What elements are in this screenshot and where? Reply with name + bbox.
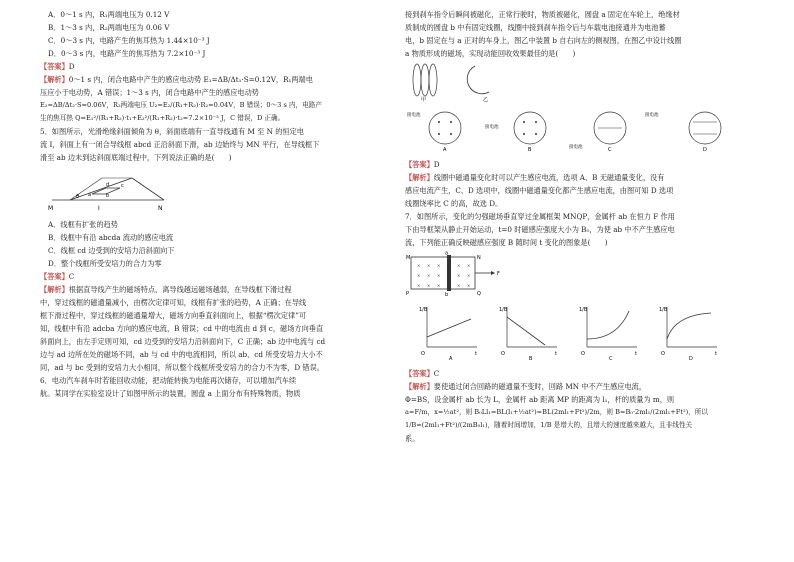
right-column: [405, 8, 763, 445]
graph-c-label: C: [609, 356, 613, 361]
q6-stem: 电，b 固定在与 a 正对的车身上，图乙中装置 b 自右向左的侧视图，在图乙中设计线圈: [405, 36, 682, 45]
graph-d-label: D: [689, 356, 693, 361]
answer-label: 【答案】: [405, 160, 434, 169]
answer-label: 【答案】: [40, 272, 69, 281]
q5-analysis-text: 中，穿过线框的磁通量减小，由楞次定律可知，线框有扩张的趋势，A 正确；在导线: [40, 298, 307, 307]
coil-options-diagram: [405, 108, 763, 152]
label-N: N: [477, 255, 481, 261]
q4-analysis-text: E₂=ΔB/Δt₂·S=0.06V，R₂两端电压 U₂=E₂/(R₁+R₂)·R₂=0.04V，B 错误；0～3 s 内，电路产: [40, 101, 322, 109]
q6-figure-options: [405, 108, 763, 156]
q7-frame-figure: [405, 251, 763, 301]
q5-analysis-text: 框下滑过程中，穿过线框的磁通量增大，磁场方向垂直斜面向上，根据“楞次定律”可: [40, 311, 307, 320]
svg-text:×: ×: [467, 283, 471, 288]
q7-analysis-text: a=F/m，x=½at²，则 B₀Ll₁=BL(l₁+½at²)=BL(2ml₁+Ft²)/2m，则 B=B₀·2ml₁/(2ml₁+Ft²)，所以: [405, 408, 708, 416]
q6-stem: 接到刹车指令后瞬间被磁化，正常行驶时，物质被磁化，圆盘 a 固定在车轮上，绝缘材: [405, 10, 680, 19]
graph-a-x-label: t: [475, 351, 477, 357]
q4-analysis-text: 生的焦耳热 Q=E₁²/(R₁+R₂)·t₁+E₂²/(R₁+R₂)·t₂=7.2×10⁻³ J，C 错误，D 正确。: [40, 114, 285, 122]
svg-text:×: ×: [427, 263, 431, 268]
q6-stem: 航。某同学在实验室设计了如图甲所示的装置，圆盘 a 上面分布有特殊物质，物质: [40, 389, 301, 398]
q7-analysis-text: 1/B=(2ml₁+Ft²)/(2mB₀l₁)，随着时间增加，1/B 是增大的，且增大的速度越来越大，且非线性关: [405, 421, 693, 429]
svg-text:×: ×: [437, 263, 441, 268]
q4-option-d: D．0～3 s 内，电路产生的焦耳热为 7.2×10⁻³ J: [48, 49, 206, 58]
b-t-graphs: [405, 303, 763, 361]
q5-analysis-text: 同，ad 与 bc 受到的安培力大小相同，所以整个线框所受安培力的合力不为零，D 错误。: [40, 363, 324, 372]
q7-answer-line: [405, 367, 763, 380]
q6-answer: D: [433, 160, 440, 169]
q6-figure-top: [405, 62, 763, 106]
analysis-label: 【解析】: [405, 382, 434, 391]
label-option-d: D: [703, 147, 707, 152]
svg-text:×: ×: [457, 263, 461, 268]
svg-text:×: ×: [417, 283, 421, 288]
left-column: [40, 8, 398, 400]
q4-option-c: C．0～3 s 内，电路产生的焦耳热为 1.44×10⁻³ J: [48, 36, 210, 45]
q7-analysis-text: Φ=BS，设金属杆 ab 长为 L，金属杆 ab 距离 MP 的距离为 l₁，杆的质量为 m，则: [405, 395, 675, 404]
incline-diagram: [40, 166, 190, 212]
svg-text:×: ×: [437, 283, 441, 288]
graph-d-x-label: t: [715, 351, 717, 357]
label-battery-c: 接电池: [569, 145, 583, 150]
q4-answer: D: [68, 62, 75, 71]
q4-option-b: B．1～3 s 内，R₂两端电压为 0.06 V: [48, 23, 170, 32]
label-a: a: [445, 251, 449, 257]
q7-stem: 下由导框架从静止开始运动，t=0 时磁感应强度大小为 B₀，为使 ab 中不产生感应电: [405, 225, 675, 234]
label-c: c: [121, 183, 124, 189]
q7-answer: C: [433, 369, 440, 378]
label-jia: 甲: [421, 97, 427, 102]
q5-analysis-line: 【解析】根据直导线产生的磁场特点，离导线越远磁场越弱，在导线框下滑过程: [40, 285, 292, 294]
graph-b: [499, 307, 557, 361]
label-option-c: C: [608, 147, 612, 152]
q7-stem: 7．如图所示，变化的匀强磁场垂直穿过金属框架 MNQP，金属杆 ab 在恒力 F 作用: [405, 212, 675, 221]
q5-analysis-text: 斜面向上，由左手定则可知，cd 边受到的安培力沿斜面向下，C 正确；ab 边中电流与 cd: [40, 337, 326, 346]
q5-option-a: A．线框有扩张的趋势: [48, 220, 118, 229]
answer-label: 【答案】: [40, 62, 69, 71]
rail-frame-diagram: [405, 251, 525, 297]
q5-option-b: B．线框中有沿 abcda 流动的感应电流: [48, 233, 174, 242]
graph-a-label: A: [449, 356, 453, 361]
q5-analysis-text: 知，线框中有沿 adcba 方向的感应电流，B 错误；cd 中的电流由 d 到 c，磁场方向垂直: [40, 324, 324, 333]
svg-text:×: ×: [427, 283, 431, 288]
graph-b-x-label: t: [555, 351, 557, 357]
q7-option-graphs: [405, 303, 763, 365]
graph-d-origin: O: [661, 351, 665, 357]
graph-a-y-label: 1/B: [419, 307, 428, 313]
q6-stem: 6．电动汽车刹车时若能回收动能，把动能转换为电能再次储存，可以增加汽车续: [40, 376, 297, 385]
label-theta: θ: [76, 194, 80, 200]
label-option-a: A: [443, 147, 447, 152]
q5-analysis-text: 边与 ad 边所在处的磁场不同，ab 与 cd 中的电流相同，所以 ab、cd 所受安培力大小不: [40, 350, 323, 359]
q6-answer-line: [405, 158, 763, 171]
q7-analysis-line: 【解析】要使通过闭合回路的磁通量不变时，回路 MN 中不产生感应电流，: [405, 382, 647, 391]
label-yi: 乙: [483, 97, 489, 102]
q5-option-c: C．线框 cd 边受到的安培力沿斜面向下: [48, 246, 175, 255]
svg-text:×: ×: [467, 263, 471, 268]
graph-c-y-label: 1/B: [579, 307, 588, 313]
label-M: M: [48, 205, 54, 212]
q7-stem: 流，下列能正确反映磁感应强度 B 随时间 t 变化的图象是( ): [405, 238, 608, 247]
svg-text:×: ×: [457, 273, 461, 278]
svg-text:×: ×: [457, 283, 461, 288]
label-Q: Q: [477, 291, 481, 297]
label-I: I: [98, 205, 100, 212]
graph-c-origin: O: [581, 351, 585, 357]
q6-stem: 质制成的圆盘 b 中有固定线圈，线圈中接到刹车指令后与车载电池接通并为电池蓄: [405, 23, 666, 32]
q4-analysis-line: 【解析】0～1 s 内，闭合电路中产生的感应电动势 E₁=ΔB/Δt₁·S=0.12V，R₁两端电: [40, 75, 313, 84]
q6-stem: a 物质形成的磁场，实现动能回收效果最佳的是( ): [405, 49, 576, 58]
q5-answer: C: [68, 272, 75, 281]
analysis-label: 【解析】: [405, 173, 434, 182]
svg-text:×: ×: [467, 273, 471, 278]
label-d: d: [106, 182, 110, 188]
graph-c-x-label: t: [635, 351, 637, 357]
q4-answer-line: [40, 60, 398, 73]
q6-analysis-line: 【解析】线圈中磁通量变化时可以产生感应电流，选项 A、B 无磁通量变化，没有: [405, 173, 665, 182]
label-a: a: [88, 192, 92, 198]
q4-option-a: A．0～1 s 内，R₁两端电压为 0.12 V: [48, 10, 170, 19]
q5-answer-line: [40, 270, 398, 283]
svg-text:×: ×: [417, 273, 421, 278]
label-battery-d: 接电池: [645, 113, 659, 118]
graph-d: [659, 307, 717, 361]
q5-option-d: D．整个线框所受安培力的合力为零: [48, 259, 162, 268]
answer-label: 【答案】: [405, 369, 434, 378]
svg-text:×: ×: [437, 273, 441, 278]
analysis-label: 【解析】: [40, 75, 69, 84]
label-F: F: [497, 271, 500, 277]
graph-b-origin: O: [501, 351, 505, 357]
label-battery-b: 接电池: [485, 125, 499, 130]
graph-b-y-label: 1/B: [499, 307, 508, 313]
graph-c: [579, 307, 637, 361]
svg-text:×: ×: [417, 263, 421, 268]
q5-stem: 流 I，斜面上有一闭合导线框 abcd 正沿斜面下滑，ab 边始终与 MN 平行，在导线框下: [40, 140, 320, 149]
label-b: b: [445, 292, 449, 297]
graph-a: [419, 307, 477, 361]
q5-stem: 滑至 ab 边未到达斜面底端过程中，下列说法正确的是( ): [40, 153, 232, 162]
svg-text:×: ×: [427, 273, 431, 278]
q6-analysis-text: 感应电流产生，C、D 选项中，线圈中磁通量变化都产生感应电流，由图可知 D 选项: [405, 186, 674, 195]
label-M: M: [406, 255, 411, 261]
label-battery-a: 接电池: [407, 113, 421, 118]
label-option-b: B: [528, 147, 532, 152]
disc-diagram: [405, 62, 525, 102]
q4-analysis-text: 压应小于电动势，A 错误；1～3 s 内，闭合电路中产生的感应电动势: [40, 88, 259, 97]
q7-analysis-text: 系。: [405, 434, 420, 443]
q5-figure: [40, 166, 398, 216]
graph-d-y-label: 1/B: [659, 307, 668, 313]
q5-stem: 5．如图所示，光滑绝缘斜面倾角为 θ，斜面底端有一直导线通有 M 至 N 的恒定电: [40, 127, 304, 136]
label-P: P: [406, 291, 410, 297]
label-b: b: [106, 193, 110, 199]
graph-a-origin: O: [421, 351, 425, 357]
analysis-label: 【解析】: [40, 285, 69, 294]
graph-b-label: B: [529, 356, 533, 361]
q6-analysis-text: 线圈饶率比 C 的高，故选 D。: [405, 199, 503, 208]
label-N: N: [158, 205, 163, 212]
